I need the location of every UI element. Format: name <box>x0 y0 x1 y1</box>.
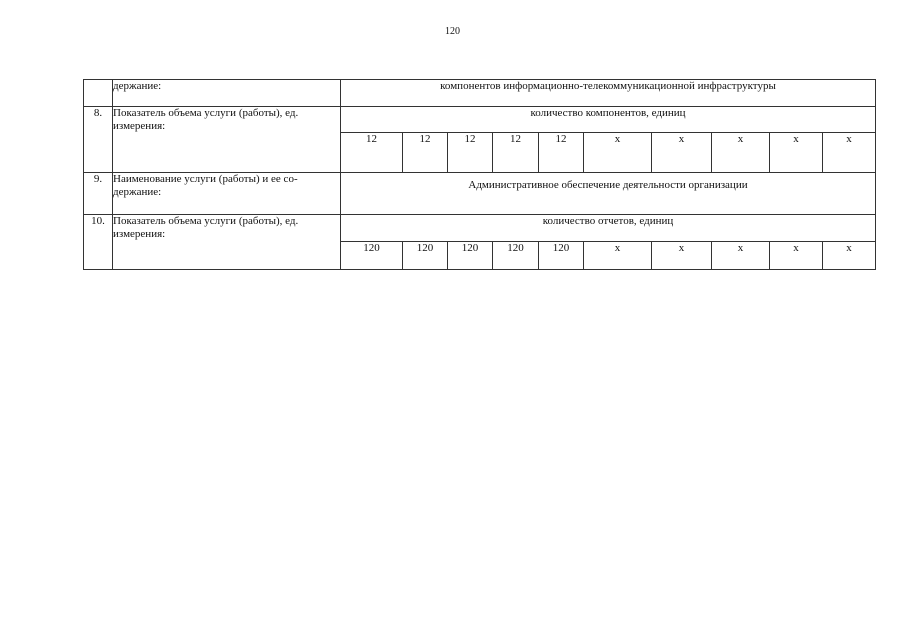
row-heading: компонентов информационно-телекоммуникационной инфраструктуры <box>341 80 876 107</box>
value-cell: 12 <box>539 133 584 173</box>
value-cell: x <box>823 133 876 173</box>
value-cell: x <box>823 242 876 270</box>
value-cell: 12 <box>493 133 539 173</box>
table-row <box>84 173 876 215</box>
value-cell: 12 <box>403 133 448 173</box>
value-cell: 120 <box>539 242 584 270</box>
value-cell: x <box>712 242 770 270</box>
value-cell: x <box>770 133 823 173</box>
value-cell: 120 <box>448 242 493 270</box>
value-cell: x <box>652 133 712 173</box>
row-label: Показатель объема услуги (работы), ед. измерения: <box>113 107 341 173</box>
value-cell: x <box>770 242 823 270</box>
value-cell: 120 <box>341 242 403 270</box>
row-label: Наименование услуги (работы) и ее со-держание: <box>113 173 341 215</box>
table-row <box>84 215 876 242</box>
row-heading: количество компонентов, единиц <box>341 107 876 133</box>
value-cell: 120 <box>403 242 448 270</box>
row-number: 9. <box>84 173 113 215</box>
row-heading: количество отчетов, единиц <box>341 215 876 242</box>
table-row <box>84 80 876 107</box>
service-indicators-table <box>83 79 876 270</box>
value-cell: x <box>584 133 652 173</box>
row-label: держание: <box>113 80 341 107</box>
value-cell: x <box>652 242 712 270</box>
row-number: 10. <box>84 215 113 270</box>
value-cell: 120 <box>493 242 539 270</box>
value-cell: x <box>712 133 770 173</box>
row-number: 8. <box>84 107 113 173</box>
value-cell: x <box>584 242 652 270</box>
table-row <box>84 107 876 133</box>
row-number <box>84 80 113 107</box>
row-heading: Административное обеспечение деятельности организации <box>341 173 876 215</box>
value-cell: 12 <box>341 133 403 173</box>
row-label: Показатель объема услуги (работы), ед. измерения: <box>113 215 341 270</box>
page-number: 120 <box>445 26 460 37</box>
value-cell: 12 <box>448 133 493 173</box>
